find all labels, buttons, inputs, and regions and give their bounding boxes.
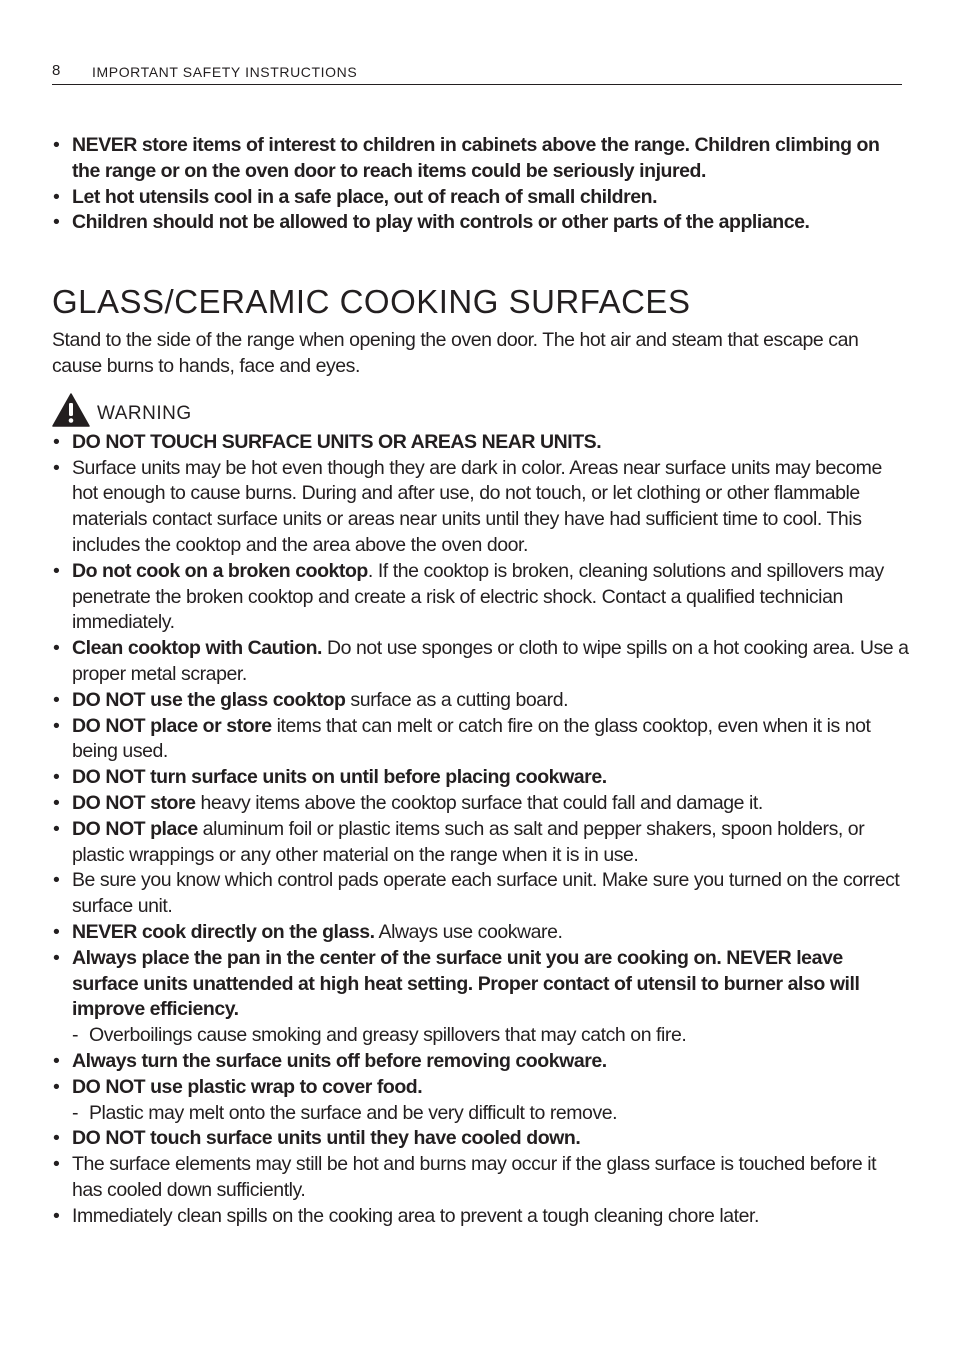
- list-item: • NEVER cook directly on the glass. Always use cookware.: [52, 920, 910, 946]
- section-intro: Stand to the side of the range when opening the oven door. The hot air and steam that escape can cause burns to hands, face and eyes.: [52, 329, 859, 377]
- list-item: • DO NOT TOUCH SURFACE UNITS OR AREAS NEAR UNITS.: [52, 430, 910, 456]
- child-safety-list: [52, 133, 910, 236]
- list-item: • Do not cook on a broken cooktop. If the cooktop is broken, cleaning solutions and spillovers may penetrate the broken cooktop and create a risk of electric shock. Contact a qualified technician immediately.: [52, 559, 910, 636]
- sub-item: - Overboilings cause smoking and greasy spillovers that may catch on fire.: [72, 1024, 687, 1047]
- list-item: • DO NOT touch surface units until they have cooled down.: [52, 1126, 910, 1152]
- list-item: • Surface units may be hot even though they are dark in color. Areas near surface units may become hot enough to cause burns. During and after use, do not touch, or let clothing or other flammable materials contact surface units or areas near units until they have had sufficient time to cool. This includes the cooktop and the area above the oven door.: [52, 456, 910, 559]
- list-item: • NEVER store items of interest to children in cabinets above the range. Children climbing on the range or on the oven door to reach items could be seriously injured.: [52, 133, 910, 185]
- list-item: • DO NOT turn surface units on until before placing cookware.: [52, 765, 910, 791]
- warning-label: WARNING: [97, 402, 192, 424]
- list-item: • Be sure you know which control pads operate each surface unit. Make sure you turned on the correct surface unit.: [52, 868, 910, 920]
- list-item: • Clean cooktop with Caution. Do not use sponges or cloth to wipe spills on a hot cooking area. Use a proper metal scraper.: [52, 636, 910, 688]
- warning-list: [52, 430, 910, 1230]
- list-item: • Let hot utensils cool in a safe place, out of reach of small children.: [52, 185, 910, 211]
- list-item: • The surface elements may still be hot and burns may occur if the glass surface is touched before it has cooled down sufficiently.: [52, 1152, 910, 1204]
- page-content: [52, 133, 910, 1229]
- list-item: • DO NOT store heavy items above the cooktop surface that could fall and damage it.: [52, 791, 910, 817]
- list-item: • Always place the pan in the center of the surface unit you are cooking on. NEVER leave surface units unattended at high heat setting. Proper contact of utensil to burner also will improve efficiency. - Overboilings cause smoking and greasy spillovers that may catch on fire.: [52, 946, 910, 1049]
- list-item: • DO NOT place or store items that can melt or catch fire on the glass cooktop, even when it is not being used.: [52, 714, 910, 766]
- list-item: • Always turn the surface units off before removing cookware.: [52, 1049, 910, 1075]
- list-item: • DO NOT use the glass cooktop surface as a cutting board.: [52, 688, 910, 714]
- header-title: IMPORTANT SAFETY INSTRUCTIONS: [92, 64, 358, 80]
- list-item: • DO NOT place aluminum foil or plastic items such as salt and pepper shakers, spoon holders, or plastic wrappings or any other material on the range when it is in use.: [52, 817, 910, 869]
- page-number: 8: [52, 62, 61, 79]
- list-item: • Children should not be allowed to play with controls or other parts of the appliance.: [52, 210, 910, 236]
- list-item: • Immediately clean spills on the cooking area to prevent a tough cleaning chore later.: [52, 1204, 910, 1230]
- page-header: [52, 62, 902, 85]
- list-item: • DO NOT use plastic wrap to cover food. - Plastic may melt onto the surface and be very difficult to remove.: [52, 1075, 910, 1127]
- warning-heading: [52, 392, 910, 428]
- section-title: GLASS/CERAMIC COOKING SURFACES: [52, 283, 691, 321]
- sub-item: - Plastic may melt onto the surface and be very difficult to remove.: [72, 1101, 618, 1124]
- warning-triangle-icon: [52, 393, 90, 427]
